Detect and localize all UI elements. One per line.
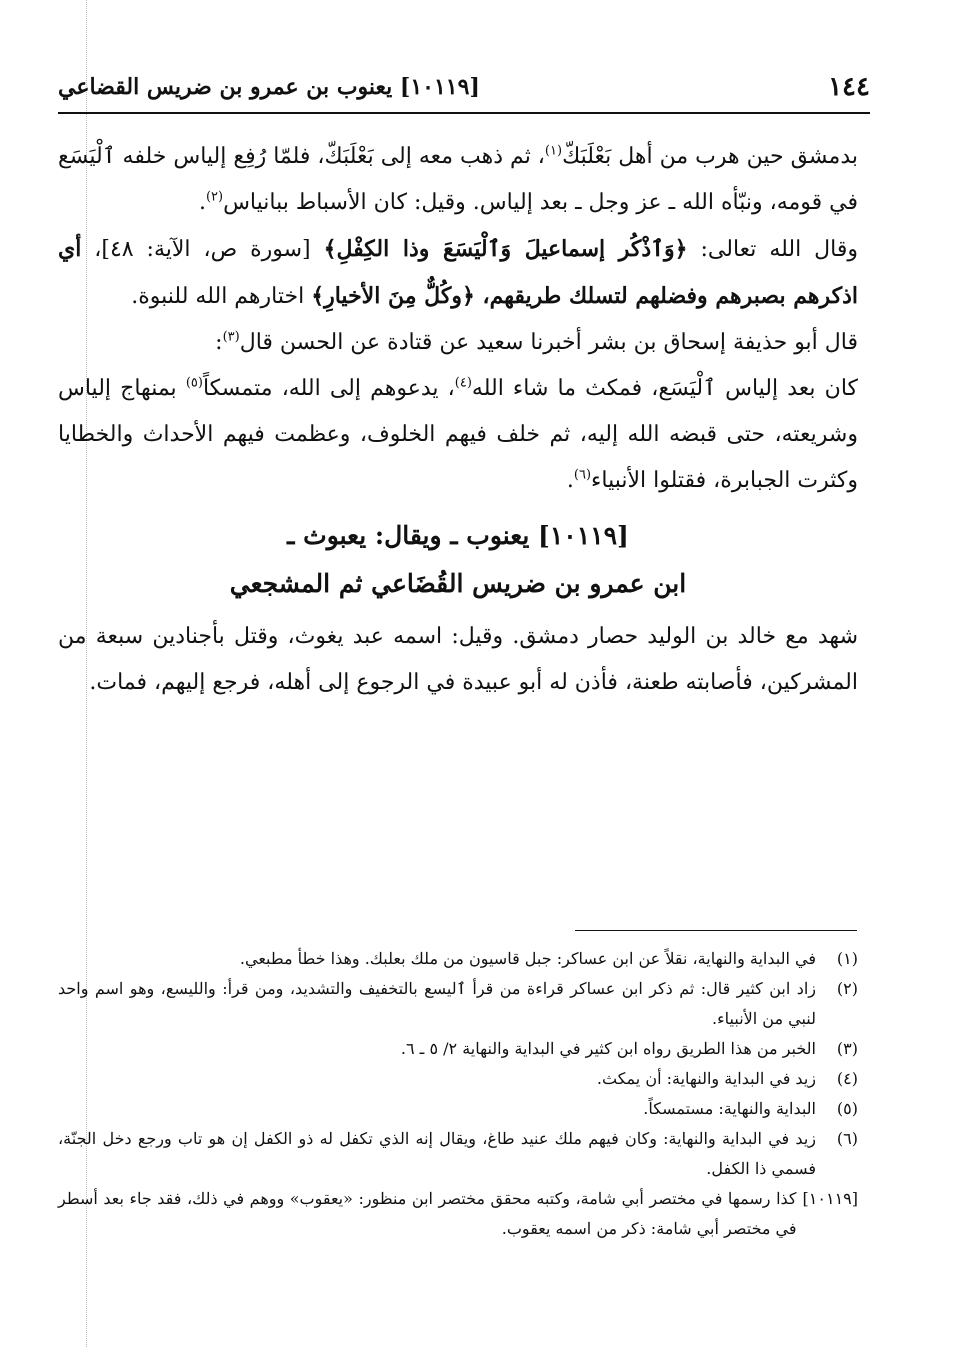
footnote-3 <box>58 1034 858 1064</box>
paragraph-1 <box>58 134 858 226</box>
footnote-number: (٤) <box>836 1069 858 1088</box>
text-run: ، يدعوهم إلى الله، متمسكاً <box>202 376 455 401</box>
footnote-number: (١) <box>836 949 858 968</box>
footnotes-rule <box>575 930 857 931</box>
text-run: ، ثم ذهب معه إلى بَعْلَبَكّ، فلمّا رُفِع إلياس خلفه ٱلْيَسَع في قومه، ونبّأه الله ـ عز وجل ـ بعد إلياس. وقيل: كان الأسباط ببانياس <box>58 144 858 215</box>
text-run: قال أبو حذيفة إسحاق بن بشر أخبرنا سعيد عن قتادة عن الحسن قال <box>239 330 858 355</box>
footnote-text: زيد في البداية والنهاية: أن يمكث. <box>596 1069 816 1088</box>
text-run: بدمشق حين هرب من أهل بَعْلَبَكّ <box>562 144 859 169</box>
paragraph-5: شهد مع خالد بن الوليد حصار دمشق. وقيل: اسمه عبد يغوث، وقتل بأجنادين سبعة من المشركين، فأصابته طعنة، فأذن له أبو عبيدة في الرجوع إلى أهله، فرجع إليهم، فمات. <box>58 624 858 695</box>
footnote-ref-4[interactable]: (٤) <box>454 375 472 391</box>
paragraph-4 <box>58 366 858 504</box>
paragraph-2 <box>58 226 858 320</box>
footnote-text: زاد ابن كثير قال: ثم ذكر ابن عساكر قراءة من قرأ ٱليسع بالتخفيف والتشديد، ومن قرأ: والليسع، وهو اسم واحد لنبي من الأنبياء. <box>58 979 816 1028</box>
text-run: : <box>215 330 223 355</box>
entry-heading-line-2: ابن عمرو بن ضريس القُضَاعي ثم المشجعي <box>229 569 687 598</box>
footnote-ref-5[interactable]: (٥) <box>185 375 203 391</box>
text-run: [سورة ص، الآية: ٤٨]، <box>81 237 324 262</box>
entry-heading <box>58 512 858 608</box>
page-number: ١٤٤ <box>828 72 870 102</box>
text-run: اختارهم الله للنبوة. <box>131 284 312 309</box>
citation-note <box>58 1184 858 1244</box>
footnote-ref-3[interactable]: (٣) <box>222 329 240 345</box>
main-text <box>58 134 858 706</box>
text-run: كان بعد إلياس ٱلْيَسَع، فمكث ما شاء الله <box>471 376 858 401</box>
footnote-6 <box>58 1124 858 1184</box>
footnote-ref-6[interactable]: (٦) <box>573 467 592 483</box>
header-rule <box>58 112 870 114</box>
footnote-4 <box>58 1064 858 1094</box>
footnote-text: الخبر من هذا الطريق رواه ابن كثير في البداية والنهاية ٢/ ٥ ـ ٦. <box>400 1039 816 1058</box>
footnote-1 <box>58 944 858 974</box>
footnote-text: في البداية والنهاية، نقلاً عن ابن عساكر: جبل قاسيون من ملك بعلبك. وهذا خطأ مطبعي. <box>239 949 816 968</box>
text-run: . <box>566 468 574 493</box>
footnote-text: زيد في البداية والنهاية: وكان فيهم ملك عنيد طاغ، ويقال إنه الذي تكفل له ذو الكفل إن هو تاب ورجع دخل الجنّة، فسمي ذا الكفل. <box>58 1129 816 1178</box>
quran-quote-2: ﴿وكُلٌّ مِنَ الأخيارِ﴾ <box>311 283 475 309</box>
running-title: [١٠١١٩] يعنوب بن عمرو بن ضريس القضاعي <box>58 74 480 100</box>
text-run: . <box>198 190 206 215</box>
footnote-ref-1[interactable]: (١) <box>544 143 563 159</box>
footnote-2 <box>58 974 858 1034</box>
entry-heading-line-1: [١٠١١٩] يعنوب ـ ويقال: يعبوث ـ <box>287 521 629 550</box>
footnote-5 <box>58 1094 858 1124</box>
footnote-ref-2[interactable]: (٢) <box>205 189 224 205</box>
text-run: بمنهاج إلياس وشريعته، حتى قبضه الله إليه، ثم خلف فيهم الخلوف، وعظمت فيهم الأحداث والخطايا وكثرت الجبابرة، فقتلوا الأنبياء <box>58 376 858 493</box>
page-header <box>58 68 870 108</box>
footnote-number: (٥) <box>836 1099 858 1118</box>
footnote-number: (٦) <box>836 1129 858 1148</box>
citation-text: كذا رسمها في مختصر أبي شامة، وكتبه محقق مختصر ابن منظور: «يعقوب» ووهم في ذلك، فقد جاء بعد أسطر في مختصر أبي شامة: ذكر من اسمه يعقوب. <box>58 1189 797 1238</box>
footnote-text: البداية والنهاية: مستمسكاً. <box>643 1099 816 1118</box>
footnotes <box>58 944 858 1244</box>
quran-quote-1: ﴿وَٱذْكُر إسماعيلَ وَٱلْيَسَعَ وذا الكِفْلِ﴾ <box>323 236 688 262</box>
citation-number: [١٠١١٩] <box>802 1189 858 1208</box>
footnote-number: (٢) <box>836 979 858 998</box>
paragraph-3 <box>58 320 858 366</box>
bold-commentary: أي اذكرهم بصبرهم وفضلهم لتسلك طريقهم، <box>58 236 858 309</box>
footnote-number: (٣) <box>836 1039 858 1058</box>
text-run: وقال الله تعالى: <box>687 237 858 262</box>
